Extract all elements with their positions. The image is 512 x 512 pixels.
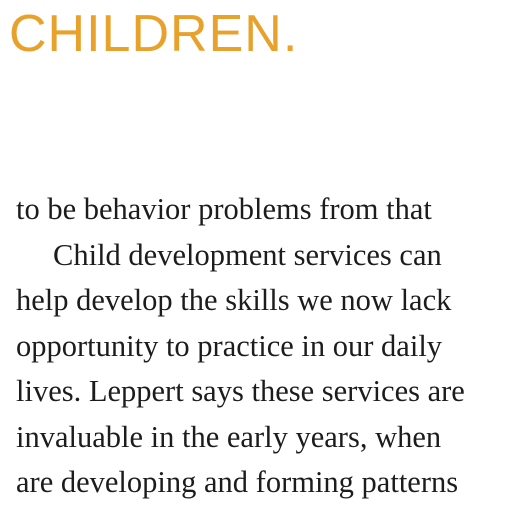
text-line: lives. Leppert says these services are <box>16 374 465 408</box>
text-line: Child development services can <box>53 237 442 272</box>
text-line: opportunity to practice in our daily <box>16 328 443 363</box>
text-line: invaluable in the early years, when <box>16 419 442 454</box>
text-line: to be behavior problems from that <box>16 192 432 226</box>
text-line: are developing and forming patterns <box>16 465 459 499</box>
section-heading: CHILDREN. <box>9 5 299 63</box>
text-line: help develop the skills we now lack <box>16 283 452 317</box>
body-paragraph <box>16 187 512 506</box>
